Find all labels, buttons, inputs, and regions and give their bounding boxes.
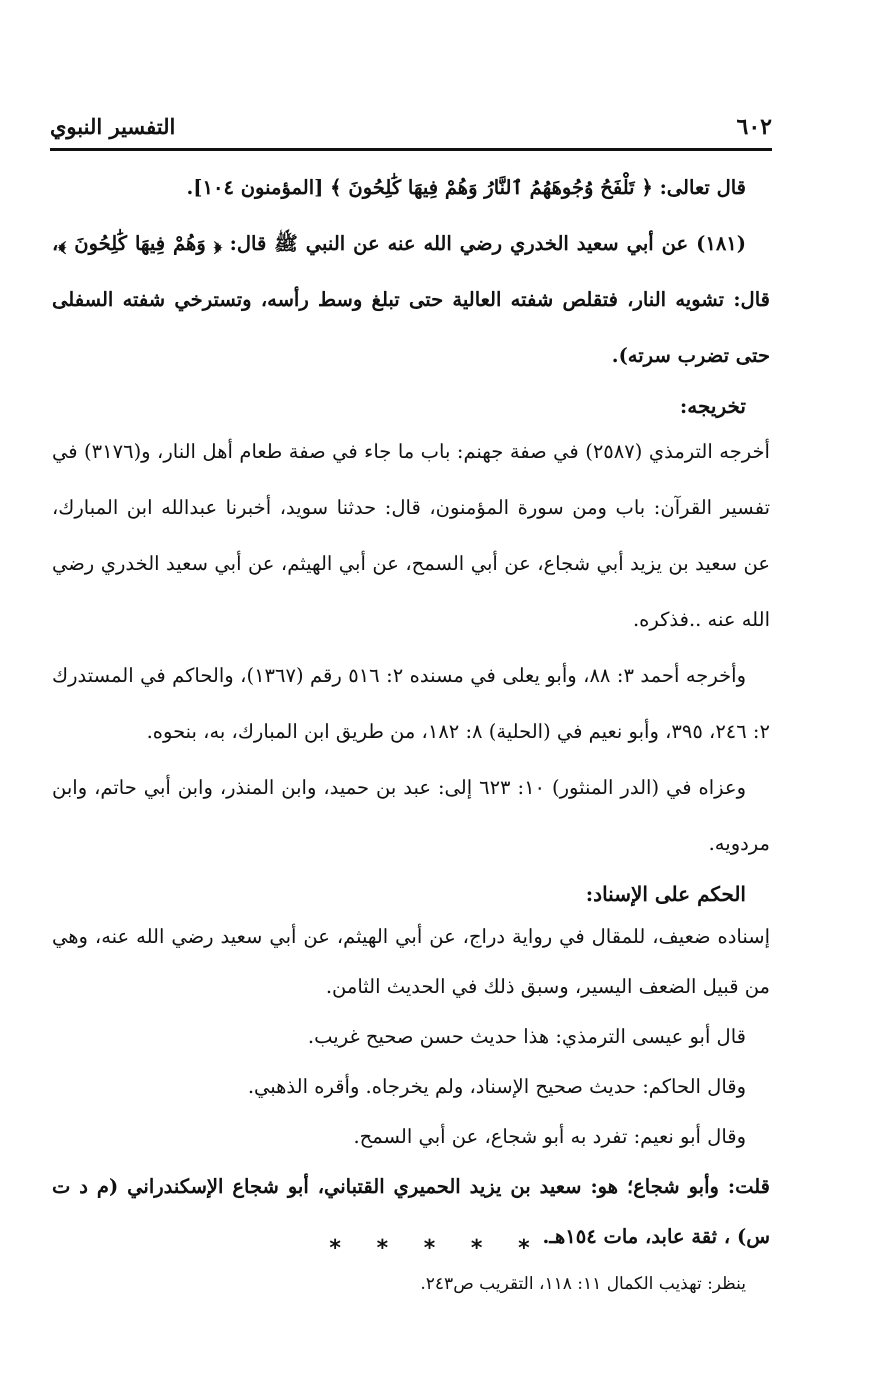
hakim-verdict: وقال الحاكم: حديث صحيح الإسناد، ولم يخرجاه. وأقره الذهبي.: [247, 1075, 746, 1098]
abu-nuaym-verdict: وقال أبو نعيم: تفرد به أبو شجاع، عن أبي السمح.: [353, 1125, 746, 1148]
takhrij-heading: تخريجه:: [679, 394, 746, 418]
running-title: التفسير النبوي: [50, 114, 176, 139]
takhrij-paragraph-2: وأخرجه أحمد ٣: ٨٨، وأبو يعلى في مسنده ٢: ٥١٦ رقم (١٣٦٧)، والحاكم في المستدرك ٢: ٢٤٦، ٣٩٥، وأبو نعيم في (الحلية) ٨: ١٨٢، من طريق ابن المبارك، به، بنحوه.: [52, 664, 770, 743]
isnad-paragraph: إسناده ضعيف، للمقال في رواية دراج، عن أبي الهيثم، عن أبي سعيد رضي الله عنه، وهي من قبيل الضعف اليسير، وسبق ذلك في الحديث الثامن.: [52, 925, 770, 998]
quran-verse: قال تعالى: ﴿ تَلْفَحُ وُجُوهَهُمُ ٱلنَّارُ وَهُمْ فِيهَا كَٰلِحُونَ ﴾ [المؤمنون ١٠٤].: [186, 176, 746, 199]
section-separator: * * * * *: [329, 1236, 544, 1261]
hadith-text: (١٨١) عن أبي سعيد الخدري رضي الله عنه عن النبي ﷺ قال: ﴿ وَهُمْ فِيهَا كَٰلِحُونَ ﴾، قال: تشويه النار، فتقلص شفته العالية حتى تبلغ وسط رأسه، وتسترخي شفته السفلى حتى تضرب سرته).: [52, 232, 770, 367]
takhrij-paragraph-1: أخرجه الترمذي (٢٥٨٧) في صفة جهنم: باب ما جاء في صفة طعام أهل النار، و(٣١٧٦) في تفسير القرآن: باب ومن سورة المؤمنون، قال: حدثنا سويد، أخبرنا عبدالله ابن المبارك، عن سعيد بن يزيد أبي شجاع، عن أبي السمح، عن أبي الهيثم، عن أبي سعيد الخدري رضي الله عنه ..فذكره.: [52, 440, 770, 631]
reference-note: ينظر: تهذيب الكمال ١١: ١١٨، التقريب ص٢٤٣.: [420, 1274, 746, 1294]
page-number: ٦٠٢: [736, 114, 772, 140]
narrator-note: قلت: وأبو شجاع؛ هو: سعيد بن يزيد الحميري القتباني، أبو شجاع الإسكندراني (م د ت س) ، ثقة عابد، مات ١٥٤هـ.: [52, 1175, 770, 1248]
isnad-heading: الحكم على الإسناد:: [585, 882, 746, 906]
page-body: [52, 160, 770, 1306]
takhrij-paragraph-3: وعزاه في (الدر المنثور) ١٠: ٦٢٣ إلى: عبد بن حميد، وابن المنذر، وابن أبي حاتم، وابن مردويه.: [52, 776, 770, 855]
running-header: [50, 112, 772, 151]
tirmidhi-verdict: قال أبو عيسى الترمذي: هذا حديث حسن صحيح غريب.: [307, 1025, 746, 1048]
